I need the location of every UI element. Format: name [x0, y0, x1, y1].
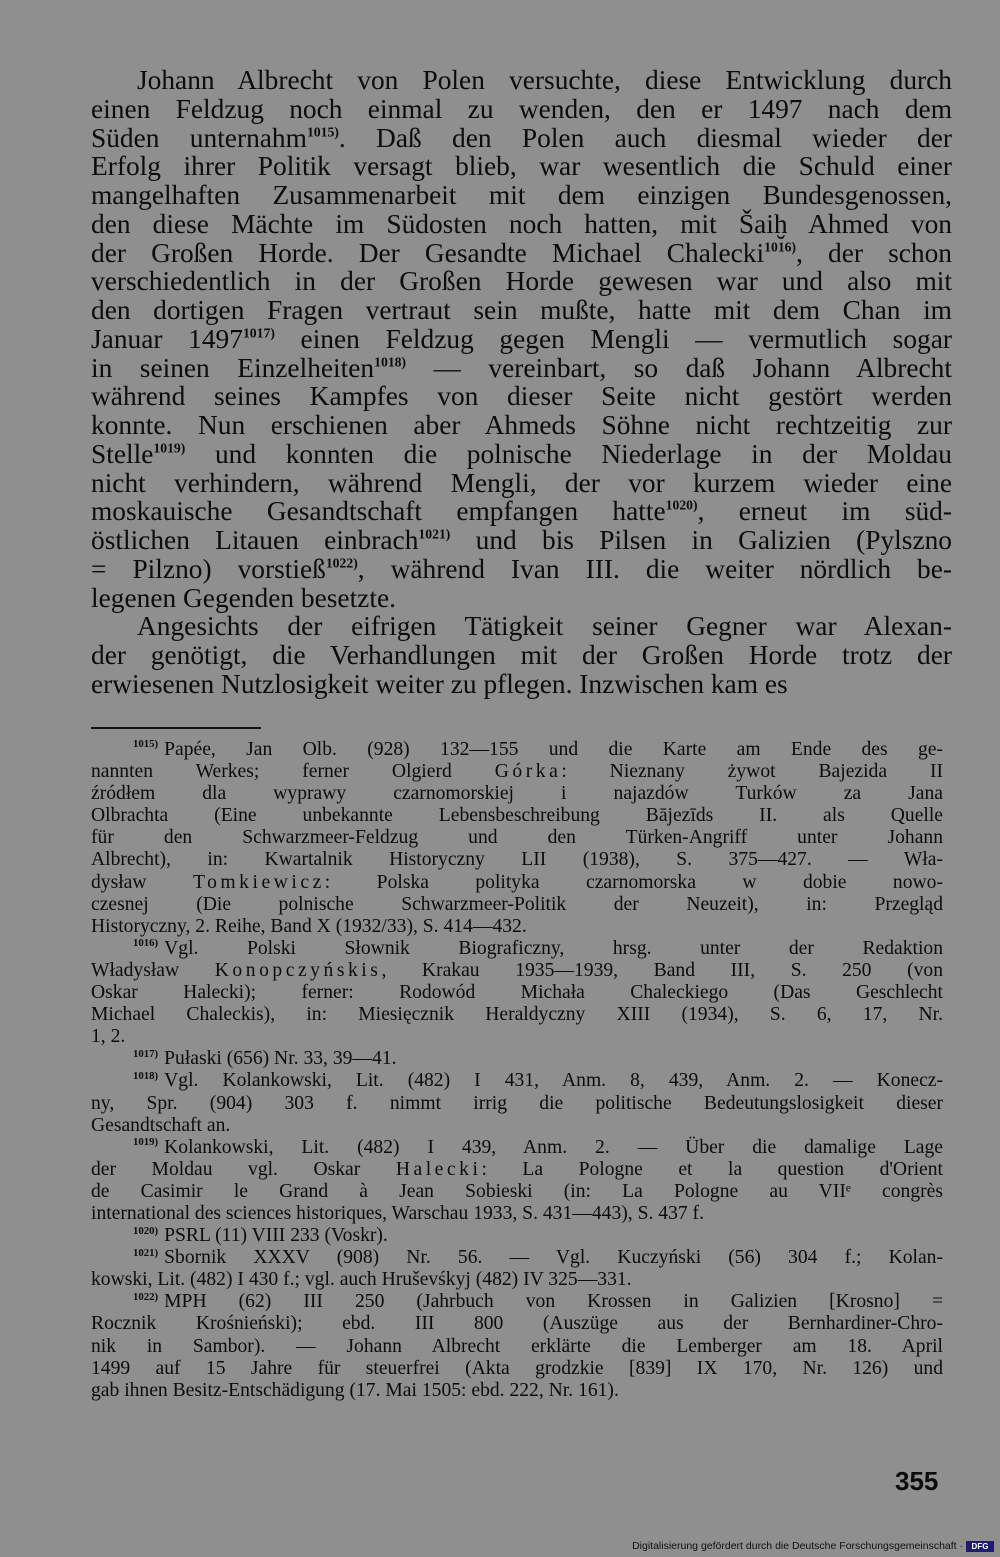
footnote-line — [91, 827, 943, 849]
footnote-text: nannten Werkes; ferner Olgierd — [91, 761, 495, 783]
text-segment: östlichen Litauen einbrach — [91, 525, 419, 555]
footnote-reference: 1019) — [153, 440, 186, 456]
footnote-text: 1499 auf 15 Jahre für steuerfrei (Akta grodzkie [839] IX 170, Nr. 126) und — [91, 1357, 943, 1379]
footnote-reference: 1020) — [665, 497, 698, 513]
dfg-logo: DFG — [966, 1541, 994, 1552]
footnote-text: 1, 2. — [91, 1026, 126, 1048]
footnote-line — [91, 1093, 943, 1115]
footnote-text: czesnej (Die polnische Schwarzmeer-Politik der Neuzeit), in: Przegląd — [91, 893, 943, 915]
text-line: den dortigen Fragen vertraut sein mußte, hatte mit dem Chan im — [91, 295, 952, 325]
footnote-line — [91, 938, 943, 960]
footnote — [91, 1137, 943, 1225]
footnote-line — [91, 1313, 943, 1335]
text-line: verschiedentlich in der Großen Horde gewesen war und also mit — [91, 266, 952, 297]
footnote-line — [91, 1269, 943, 1291]
footnote-line — [91, 982, 943, 1004]
text-segment: Stelle — [91, 438, 154, 469]
footnote-text: : Polska polityka czarnomorska w dobie nowo- — [324, 871, 943, 893]
footnote-marker: 1015) — [133, 738, 159, 751]
footnote-text: dysław — [91, 871, 193, 893]
digitization-credit — [632, 1540, 994, 1552]
footnote-marker: 1018) — [133, 1069, 159, 1082]
text-segment: — vereinbart, so daß Johann Albrecht — [406, 352, 952, 383]
text-line: legenen Gegenden besetzte. — [91, 582, 396, 613]
footnote-marker: 1019) — [133, 1136, 159, 1149]
footnote-text: Oskar Halecki); ferner: Rodowód Michała Chaleckiego (Das Geschlecht — [91, 982, 943, 1004]
page-number: 355 — [895, 1466, 939, 1496]
text-line — [91, 124, 952, 153]
footnote-text: gab ihnen Besitz-Entschädigung (17. Mai 1505: ebd. 222, Nr. 161). — [91, 1379, 619, 1401]
text-segment: , erneut im süd- — [697, 496, 952, 527]
footnote-line — [91, 1203, 943, 1225]
footnote-text: Pułaski (656) Nr. 33, 39—41. — [164, 1048, 397, 1070]
footnote-line — [91, 1026, 943, 1048]
text-segment: Januar 1497 — [91, 323, 243, 354]
footnote-text: Papée, Jan Olb. (928) 132—155 und die Karte am Ende des ge- — [164, 739, 943, 760]
text-line: nicht verhindern, während Mengli, der vor kurzem wieder eine — [91, 467, 952, 498]
footnote-line — [91, 916, 943, 938]
footnote-reference: 1021) — [418, 526, 451, 542]
footnote-text: MPH (62) III 250 (Jahrbuch von Krossen in Galizien [Krosno] = — [164, 1291, 943, 1313]
text-line — [91, 555, 952, 584]
footnote-marker: 1022) — [133, 1290, 159, 1303]
text-line: Erfolg ihrer Politik versagt blieb, war wesentlich die Schuld einer — [91, 151, 952, 182]
footnote-text: international des sciences historiques, Warschau 1933, S. 431—443), S. 437 f. — [91, 1202, 704, 1224]
spaced-author-name: Tomkiewicz — [192, 871, 325, 893]
text-segment: Süden unternahm — [91, 122, 307, 153]
text-segment: der Großen Horde. Der Gesandte Michael Chalecki — [91, 237, 765, 268]
footnote-text: kowski, Lit. (482) I 430 f.; vgl. auch Hruševśkyj (482) IV 325—331. — [91, 1269, 632, 1291]
footnote-line — [91, 739, 943, 761]
footnote-text: Sbornik XXXV (908) Nr. 56. — Vgl. Kuczyński (56) 304 f.; Kolan- — [164, 1247, 943, 1269]
text-segment: , während Ivan III. die weiter nördlich be- — [357, 553, 952, 584]
footnote-text: PSRL (11) VIII 233 (Voskr). — [164, 1225, 388, 1247]
spaced-author-name: Konopczyńskis — [214, 959, 382, 981]
footnote-reference: 1018) — [374, 354, 407, 370]
text-line: konnte. Nun erschienen aber Ahmeds Söhne nicht rechtzeitig zur — [91, 410, 952, 440]
footnote-text: Vgl. Polski Słownik Biograficzny, hrsg. unter der Redaktion — [164, 937, 943, 959]
footnote-line — [91, 1291, 943, 1313]
footnote-marker: 1016) — [133, 937, 159, 950]
footnote-line — [91, 1004, 943, 1026]
footnote-reference: 1015) — [306, 124, 339, 140]
footnote-text: Historyczny, 2. Reihe, Band X (1932/33), S. 414—432. — [91, 915, 527, 937]
footnote-line — [91, 1070, 943, 1092]
footnote-line — [91, 761, 943, 783]
text-segment: moskauische Gesandtschaft empfangen hatte — [91, 496, 666, 527]
text-line: erwiesenen Nutzlosigkeit weiter zu pflegen. Inzwischen kam es — [91, 668, 788, 699]
footnote-text: für den Schwarzmeer-Feldzug und den Türken-Angriff unter Johann — [91, 827, 943, 849]
footnote-line — [91, 872, 943, 894]
text-line: der genötigt, die Verhandlungen mit der Großen Horde trotz der — [91, 640, 952, 670]
text-line: während seines Kampfes von dieser Seite nicht gestört werden — [91, 381, 952, 412]
footnote-text: de Casimir le Grand à Jean Sobieski (in: La Pologne au VIIᵉ congrès — [91, 1180, 943, 1202]
footnote-reference: 1016) — [764, 239, 797, 255]
text-segment: und bis Pilsen in Galizien (Pylszno — [450, 525, 952, 555]
footnote-reference: 1022) — [325, 555, 358, 571]
footnote-text: Michael Chaleckis), in: Miesięcznik Heraldyczny XIII (1934), S. 6, 17, Nr. — [91, 1004, 943, 1026]
footnote — [91, 938, 943, 1048]
footnote-marker: 1017) — [133, 1047, 159, 1060]
credit-text: Digitalisierung gefördert durch die Deutsche Forschungsgemeinschaft · — [632, 1540, 963, 1552]
footnote-text: , Krakau 1935—1939, Band III, S. 250 (von — [381, 959, 943, 981]
footnote-text: Władysław — [91, 959, 215, 981]
footnote-line — [91, 849, 943, 871]
spaced-author-name: Halecki — [395, 1158, 482, 1180]
footnote-text: der Moldau vgl. Oskar — [91, 1158, 396, 1180]
paragraph — [91, 66, 952, 612]
text-line: mangelhaften Zusammenarbeit mit dem einzigen Bundesgenossen, — [91, 180, 952, 210]
text-segment: . Daß den Polen auch diesmal wieder der — [338, 122, 952, 153]
footnote-line — [91, 1380, 943, 1402]
footnote-text: ny, Spr. (904) 303 f. nimmt irrig die politische Bedeutungslosigkeit dieser — [91, 1092, 943, 1114]
text-line: den diese Mächte im Südosten noch hatten, mit Šaiḫ Ahmed von — [91, 208, 952, 239]
text-segment: = Pilzno) vorstieß — [91, 553, 326, 584]
text-segment: , der schon — [796, 237, 952, 268]
spaced-author-name: Górka — [494, 761, 562, 783]
text-line — [91, 239, 952, 268]
footnote-marker: 1021) — [133, 1246, 159, 1259]
footnote-text: Gesandtschaft an. — [91, 1114, 231, 1136]
footnote-reference: 1017) — [242, 325, 275, 341]
footnote — [91, 1247, 943, 1291]
footnote-text: Albrecht), in: Kwartalnik Historyczny LII (1938), S. 375—427. — Wła- — [91, 849, 943, 871]
footnote-line — [91, 805, 943, 827]
footnote-text: nik in Sambor). — Johann Albrecht erklärte die Lemberger am 18. April — [91, 1335, 943, 1357]
paragraph — [91, 612, 952, 698]
footnote — [91, 1291, 943, 1401]
footnote-line — [91, 783, 943, 805]
footnote — [91, 1070, 943, 1136]
footnote — [91, 1225, 943, 1247]
footnote-line — [91, 1247, 943, 1269]
footnote-line — [91, 1137, 943, 1159]
footnote-text: Kolankowski, Lit. (482) I 439, Anm. 2. — Über die damalige Lage — [164, 1136, 943, 1158]
footnote-line — [91, 1159, 943, 1181]
main-text — [91, 66, 952, 699]
footnote-line — [91, 894, 943, 916]
footnote-rule — [91, 727, 261, 729]
text-line — [91, 354, 952, 383]
text-line: Angesichts der eifrigen Tätigkeit seiner Gegner war Alexan- — [137, 611, 952, 642]
footnote-line — [91, 1358, 943, 1380]
footnote-text: Rocznik Krośnieński); ebd. III 800 (Auszüge aus der Bernhardiner-Chro- — [91, 1313, 943, 1335]
footnotes — [91, 739, 943, 1402]
footnote-marker: 1020) — [133, 1224, 159, 1237]
text-segment: und konnten die polnische Niederlage in der Moldau — [185, 438, 952, 469]
footnote-line — [91, 1048, 943, 1070]
text-segment: einen Feldzug gegen Mengli — vermutlich sogar — [274, 323, 952, 354]
text-segment: in seinen Einzelheiten — [91, 352, 375, 383]
footnote-text: źródłem dla wyprawy czarnomorskiej i najazdów Turków za Jana — [91, 783, 943, 805]
footnote-text: Vgl. Kolankowski, Lit. (482) I 431, Anm. 8, 439, Anm. 2. — Konecz- — [164, 1070, 943, 1092]
text-line — [91, 497, 952, 526]
text-line — [91, 440, 952, 469]
footnote — [91, 1048, 943, 1070]
footnote-text: : La Pologne et la question d'Orient — [481, 1158, 943, 1180]
text-line: Johann Albrecht von Polen versuchte, diese Entwicklung durch — [137, 65, 952, 95]
text-line — [91, 526, 952, 555]
footnote-line — [91, 1336, 943, 1358]
footnote-line — [91, 1115, 943, 1137]
footnote — [91, 739, 943, 938]
footnote-text: : Nieznany żywot Bajezida II — [561, 761, 943, 783]
text-line: einen Feldzug noch einmal zu wenden, den er 1497 nach dem — [91, 93, 952, 124]
footnote-text: Olbrachta (Eine unbekannte Lebensbeschreibung Bājezīds II. als Quelle — [91, 805, 943, 827]
footnote-line — [91, 1225, 943, 1247]
footnote-line — [91, 960, 943, 982]
text-line — [91, 325, 952, 354]
footnote-line — [91, 1181, 943, 1203]
